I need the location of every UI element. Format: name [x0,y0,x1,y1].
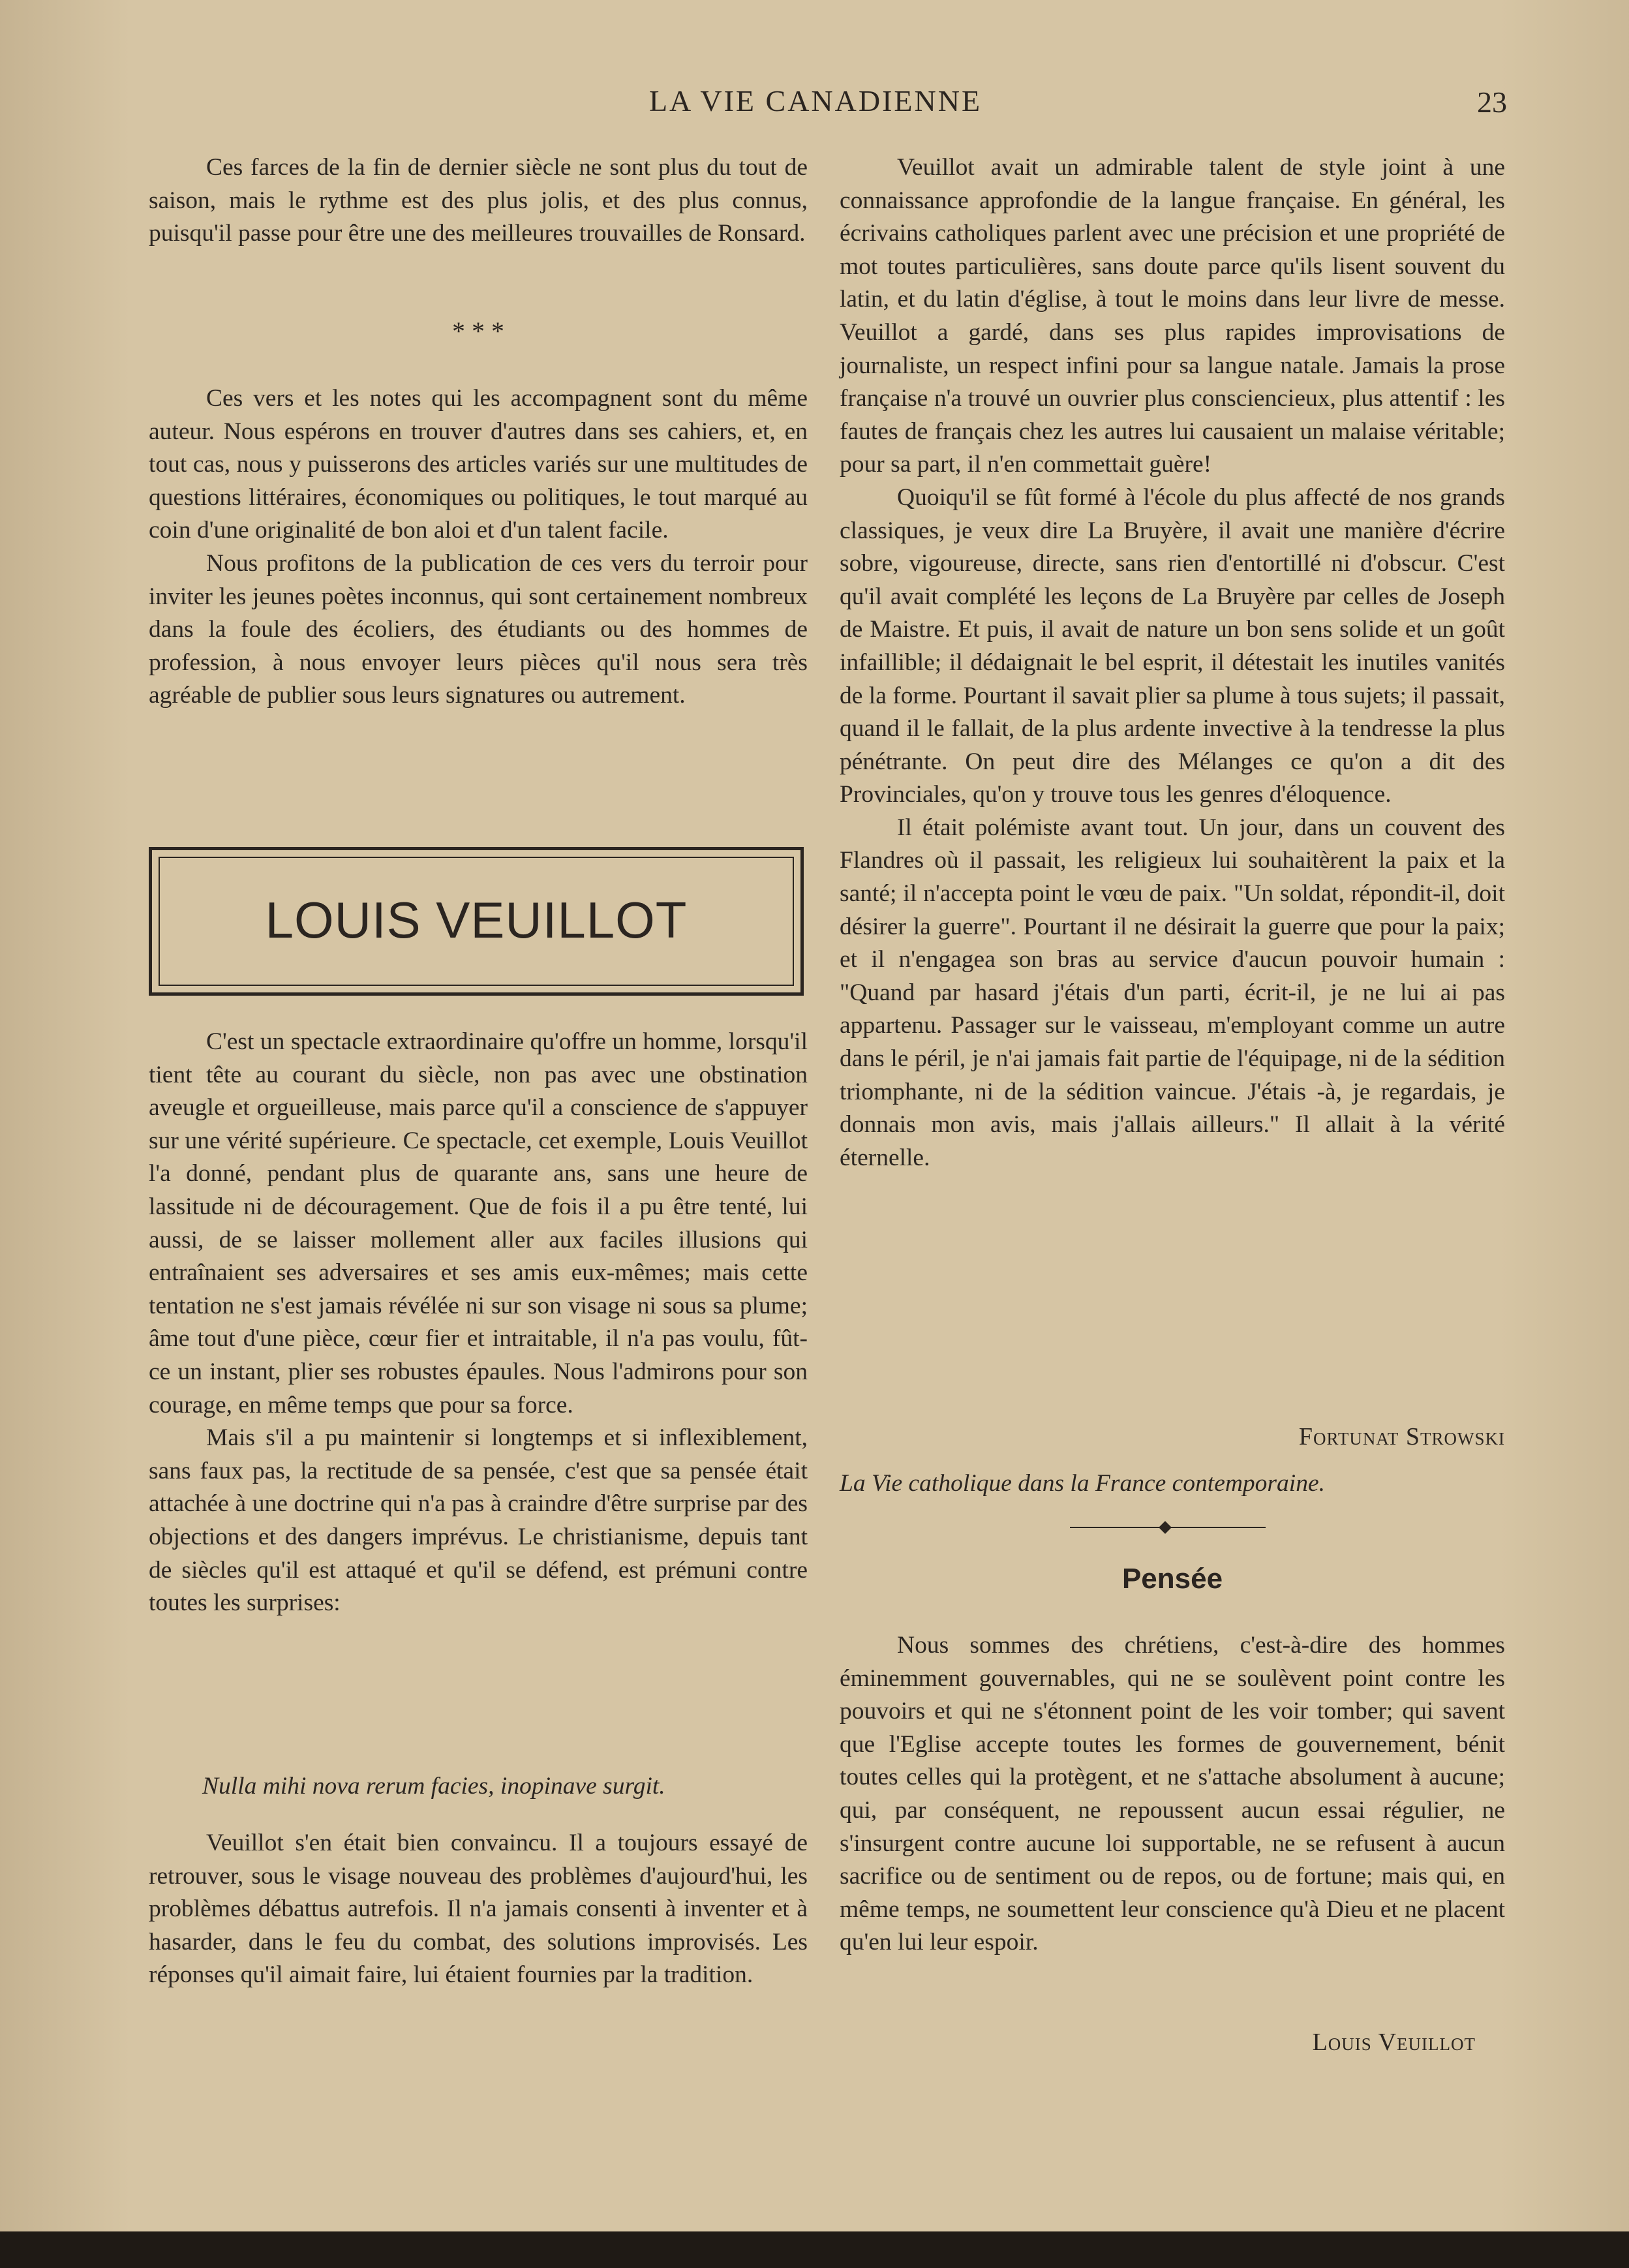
paragraph: Veuillot avait un admirable talent de style joint à une connaissance approfondie de la langue française. En général, les écrivains catholiques parlent avec une précision et une propriété de mot toutes particulières, sans doute parce qu'ils lisent souvent du latin, et du latin d'église, à tout le moins dans leur livre de messe. Veuillot a gardé, dans ses plus rapides improvisations de journaliste, un respect infini pour sa langue natale. Jamais la prose française n'a trouvé un ouvrier plus consciencieux, plus attentif : les fautes de français chez les autres lui causaient un malaise véritable; pour sa part, il n'en commettait guère! [840,154,1505,478]
editor-notes [149,382,808,713]
article-closing [149,1827,808,1992]
pensee-signature: Louis Veuillot [1312,2029,1476,2056]
latin-quote: Nulla mihi nova rerum facies, inopinave surgit. [202,1773,665,1800]
paragraph: Il était polémiste avant tout. Un jour, dans un couvent des Flandres où il passait, les religieux lui souhaitèrent la paix et la santé; il n'accepta point le vœu de paix. "Un soldat, répondit-il, doit désirer la guerre". Pourtant il ne désirait la guerre que pour la paix; et il n'engagea son bras au service d'aucun pouvoir humain : "Quand par hasard j'étais d'un parti, écrit-il, je ne lui ai pas appartenu. Passager sur le vaisseau, m'employant comme un autre dans le péril, je n'ai jamais fait partie de l'équipage, ni de la sédition triomphante, ni de la sédition vaincue. J'étais -à, je regardais, je donnais mon avis, mais j'allais ailleurs." Il allait à la vérité éternelle. [840,814,1505,1171]
pensee-title: Pensée [1121,1563,1223,1595]
paragraph: C'est un spectacle extraordinaire qu'offre un homme, lorsqu'il tient tête au courant du siècle, non pas avec une obstination aveugle et orgueilleuse, mais parce qu'il a conscience de s'appuyer sur une vérité supérieure. Ce spectacle, cet exemple, Louis Veuillot l'a donné, pendant plus de quarante ans, sans une heure de lassitude ni de découragement. Que de fois il a pu être tenté, lui aussi, de se laisser mollement aller aux faciles illusions qui entraînaient ses adversaires et ses amis eux-mêmes; mais cette tentation ne s'est jamais révélée ni sur son visage ni sous sa plume; âme tout d'une pièce, cœur fier et intraitable, il n'a pas voulu, fût-ce un instant, plier ses robustes épaules. Nous l'admirons pour son courage, en même temps que pour sa force. [149,1028,808,1418]
paragraph: Quoiqu'il se fût formé à l'école du plus affecté de nos grands classiques, je veux dire La Bruyère, il avait une manière d'écrire sobre, vigoureuse, directe, sans rien d'entortillé ni d'obscur. C'est qu'il avait complété les leçons de La Bruyère par celles de Joseph de Maistre. Et puis, il avait de nature un bon sens solide et un goût infaillible; il dédaignait le bel esprit, il détestait les inutiles vanités de la forme. Pourtant il savait plier sa plume à tous sujets; il passait, quand il le fallait, de la plus ardente invective à la tendresse la plus pénétrante. On peut dire des Mélanges ce qu'on a dit des Provinciales, qu'on y trouve tous les genres d'éloquence. [840,483,1505,808]
page-bottom-edge [0,2231,1629,2268]
paragraph: Nous sommes des chrétiens, c'est-à-dire des hommes éminemment gouvernables, qui ne se soulèvent point contre les pouvoirs et qui ne s'étonnent point de les voir tomber; qui savent que l'Eglise accepte toutes les formes de gouvernement, bénit toutes celles qui la protègent, et ne s'attache absolument à aucune; qui, par conséquent, ne repoussent aucun essai régulier, ne s'insurgent contre aucune loi supportable, ne se refusent à aucun sacrifice ou de sentiment ou de repos, ou de fortune; mais qui, en même temps, ne soumettent leur conscience qu'à Dieu et ne placent qu'en lui leur espoir. [840,1632,1505,1956]
paragraph: Ces vers et les notes qui les accompagnent sont du même auteur. Nous espérons en trouver d'autres dans ses cahiers, et, en tout cas, nous y puisserons des articles variés sur une multitudes de questions littéraires, économiques ou politiques, le tout marqué au coin d'une originalité de bon aloi et d'un talent facile. [149,385,808,544]
paragraph: Veuillot s'en était bien convaincu. Il a toujours essayé de retrouver, sous le visage nouveau des problèmes d'aujourd'hui, les problèmes débattus autrefois. Il n'a jamais consenti à inventer et à hasarder, dans le feu du combat, des solutions improvisés. Les réponses qu'il aimait faire, lui étaient fournies par la tradition. [149,1830,808,1989]
article-title: LOUIS VEUILLOT [265,891,688,949]
article-body-right [840,151,1505,1174]
author-signature: Fortunat Strowski [1298,1423,1505,1450]
page-number: 23 [1477,85,1507,119]
article-body-left [149,1026,808,1620]
pensee-body [840,1629,1505,1959]
intro-text [149,151,808,251]
paragraph: Nous profitons de la publication de ces vers du terroir pour inviter les jeunes poètes inconnus, qui sont certainement nombreux dans la foule des écoliers, des étudiants ou des hommes de profession, à nous envoyer leurs pièces qu'il nous sera très agréable de publier sous leurs signatures ou autrement. [149,549,808,709]
running-header: LA VIE CANADIENNE [648,84,982,117]
paragraph: Ces farces de la fin de dernier siècle ne sont plus du tout de saison, mais le rythme est des plus jolis, et des plus connus, puisqu'il passe pour être une des meilleures trouvailles de Ronsard. [149,154,808,247]
asterism-divider: * * * [452,316,504,346]
article-title-box [149,847,804,996]
divider-ornament [1159,1521,1172,1534]
article-source: La Vie catholique dans la France contemporaine. [840,1470,1325,1497]
paragraph: Mais s'il a pu maintenir si longtemps et si inflexiblement, sans faux pas, la rectitude de sa pensée, c'est que sa pensée était attachée à une doctrine qui n'a pas à craindre d'être surprise par des objections et des dangers imprévus. Le christianisme, depuis tant de siècles qu'il est attaqué et qu'il se défend, est prémuni contre toutes les surprises: [149,1424,808,1617]
